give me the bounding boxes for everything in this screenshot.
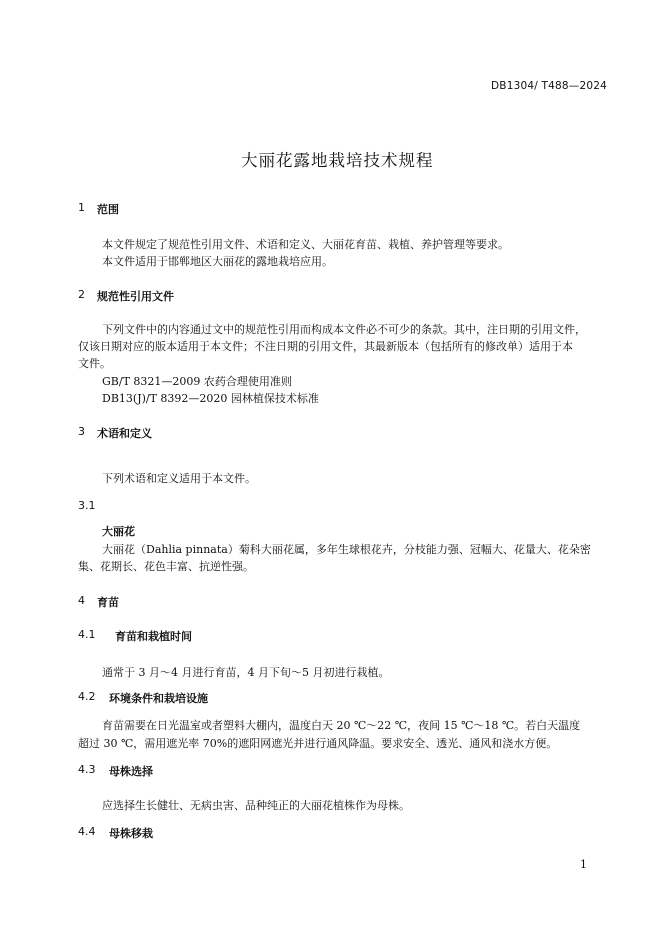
subsection-4-3-number: 4.3 [78,763,96,776]
term-definition-line-1: 大丽花（Dahlia pinnata）菊科大丽花属，多年生球根花卉，分枝能力强、冠幅大、花量大、花朵密 [102,543,591,556]
section-4-heading: 育苗 [97,596,119,609]
subsection-4-1-heading: 育苗和栽植时间 [115,630,192,643]
subsection-4-4-heading: 母株移栽 [109,827,153,840]
reference-item: DB13(J)/T 8392—2020 园林植保技术标准 [102,392,319,405]
subsection-4-2-para-line-1: 育苗需要在日光温室或者塑料大棚内，温度白天 20 ℃～22 ℃，夜间 15 ℃～18 ℃。若白天温度 [102,719,581,732]
section-3-heading: 术语和定义 [97,427,152,440]
section-2-para-line-3: 文件。 [78,357,111,370]
section-1-heading: 范围 [97,203,119,216]
term-definition-line-2: 集、花期长、花色丰富、抗逆性强。 [78,560,254,573]
subsection-4-2-para-line-2: 超过 30 ℃，需用遮光率 70%的遮阳网遮光并进行通风降温。要求安全、透光、通风和浇水方便。 [78,737,558,750]
section-2-para-line-1: 下列文件中的内容通过文中的规范性引用而构成本文件必不可少的条款。其中，注日期的引用文件， [102,323,586,336]
page-number: 1 [580,858,587,871]
section-1-para-2: 本文件适用于邯郸地区大丽花的露地栽培应用。 [102,255,333,268]
document-title: 大丽花露地栽培技术规程 [241,151,434,170]
entry-number: 3.1 [78,499,96,512]
section-2-heading: 规范性引用文件 [97,290,174,303]
document-code: DB1304/ T488—2024 [491,80,607,92]
subsection-4-3-heading: 母株选择 [109,765,153,778]
section-1-para-1: 本文件规定了规范性引用文件、术语和定义、大丽花育苗、栽植、养护管理等要求。 [102,238,509,251]
subsection-4-3-para: 应选择生长健壮、无病虫害、品种纯正的大丽花植株作为母株。 [102,799,410,812]
section-3-para: 下列术语和定义适用于本文件。 [102,472,256,485]
subsection-4-2-number: 4.2 [78,690,96,703]
subsection-4-4-number: 4.4 [78,825,96,838]
subsection-4-1-para: 通常于 3 月～4 月进行育苗，4 月下旬～5 月初进行栽植。 [102,666,390,679]
reference-item: GB/T 8321—2009 农药合理使用准则 [102,375,292,388]
section-2-para-line-2: 仅该日期对应的版本适用于本文件；不注日期的引用文件，其最新版本（包括所有的修改单）适用于本 [78,340,573,353]
subsection-4-2-heading: 环境条件和栽培设施 [109,692,208,705]
section-3-number: 3 [78,425,85,438]
term-name: 大丽花 [102,525,135,538]
section-2-number: 2 [78,288,85,301]
section-4-number: 4 [78,594,85,607]
section-1-number: 1 [78,201,85,214]
subsection-4-1-number: 4.1 [78,628,96,641]
